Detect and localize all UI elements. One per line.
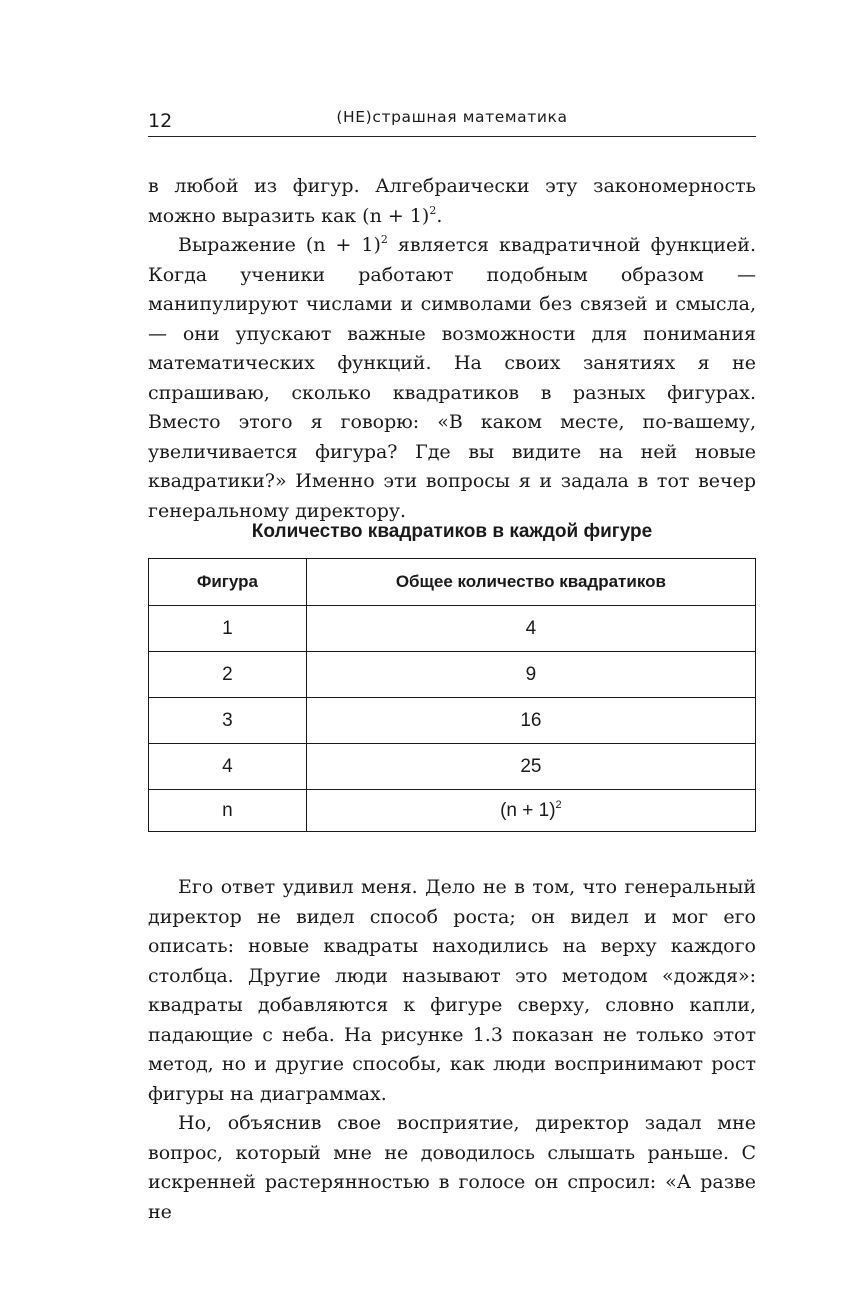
cell-figure: 2: [149, 652, 307, 698]
cell-figure: 1: [149, 606, 307, 652]
cell-count: 25: [306, 744, 755, 790]
table-row: [149, 652, 756, 698]
table-row: [149, 606, 756, 652]
cell-figure: n: [149, 790, 307, 832]
paragraph-1: в любой из фигур. Алгебраически эту закономерность можно выразить как $(n + 1)^2$.: [148, 175, 756, 227]
text-block-top: [148, 172, 756, 526]
table-row: [149, 790, 756, 832]
cell-count: 9: [306, 652, 755, 698]
superscript: 2: [380, 233, 388, 246]
cell-count: $(n + 1)^2$: [306, 790, 755, 832]
cell-count: 4: [306, 606, 755, 652]
column-header-figure: Фигура: [149, 559, 307, 606]
column-header-count: Общее количество квадратиков: [306, 559, 755, 606]
paragraph-3: Его ответ удивил меня. Дело не в том, что генеральный директор не видел способ роста; он видел и мог его описать: новые квадраты находились на верху каждого столбца. Другие люди называют это методом «дождя»: квадраты добавляются к фигуре сверху, словно капли, падающие с неба. На рисунке 1.3 показан не только этот метод, но и другие способы, как люди воспринимают рост фигуры на диаграммах.: [148, 876, 756, 1105]
cell-figure: 4: [149, 744, 307, 790]
page-number: 12: [148, 110, 173, 132]
table-title: Количество квадратиков в каждой фигуре: [251, 521, 653, 542]
paragraph-2: Выражение $(n + 1)^2$ является квадратичной функцией. Когда ученики работают подобным образом — манипулируют числами и символами без связей и смысла, — они упускают важные возможности для понимания математических функций. На своих занятиях я не спрашиваю, сколько квадратиков в разных фигурах. Вместо этого я говорю: «В каком месте, по-вашему, увеличивается фигура? Где вы видите на ней новые квадратики?» Именно эти вопросы я и задала в тот вечер генеральному директору.: [148, 233, 757, 522]
squares-table: [148, 558, 756, 832]
table-row: [149, 698, 756, 744]
running-title: (НЕ)страшная математика: [336, 108, 568, 126]
page-header: [148, 100, 756, 137]
cell-count: 16: [306, 698, 755, 744]
paragraph-4: Но, объяснив свое восприятие, директор задал мне вопрос, который мне не доводилось слышать раньше. С искренней растерянностью в голосе он спросил: «А разве не: [148, 1112, 756, 1223]
table-header-row: [149, 559, 756, 606]
text-block-bottom: [148, 873, 756, 1227]
superscript: 2: [555, 798, 562, 811]
table-row: [149, 744, 756, 790]
cell-figure: 3: [149, 698, 307, 744]
superscript: 2: [429, 203, 437, 217]
